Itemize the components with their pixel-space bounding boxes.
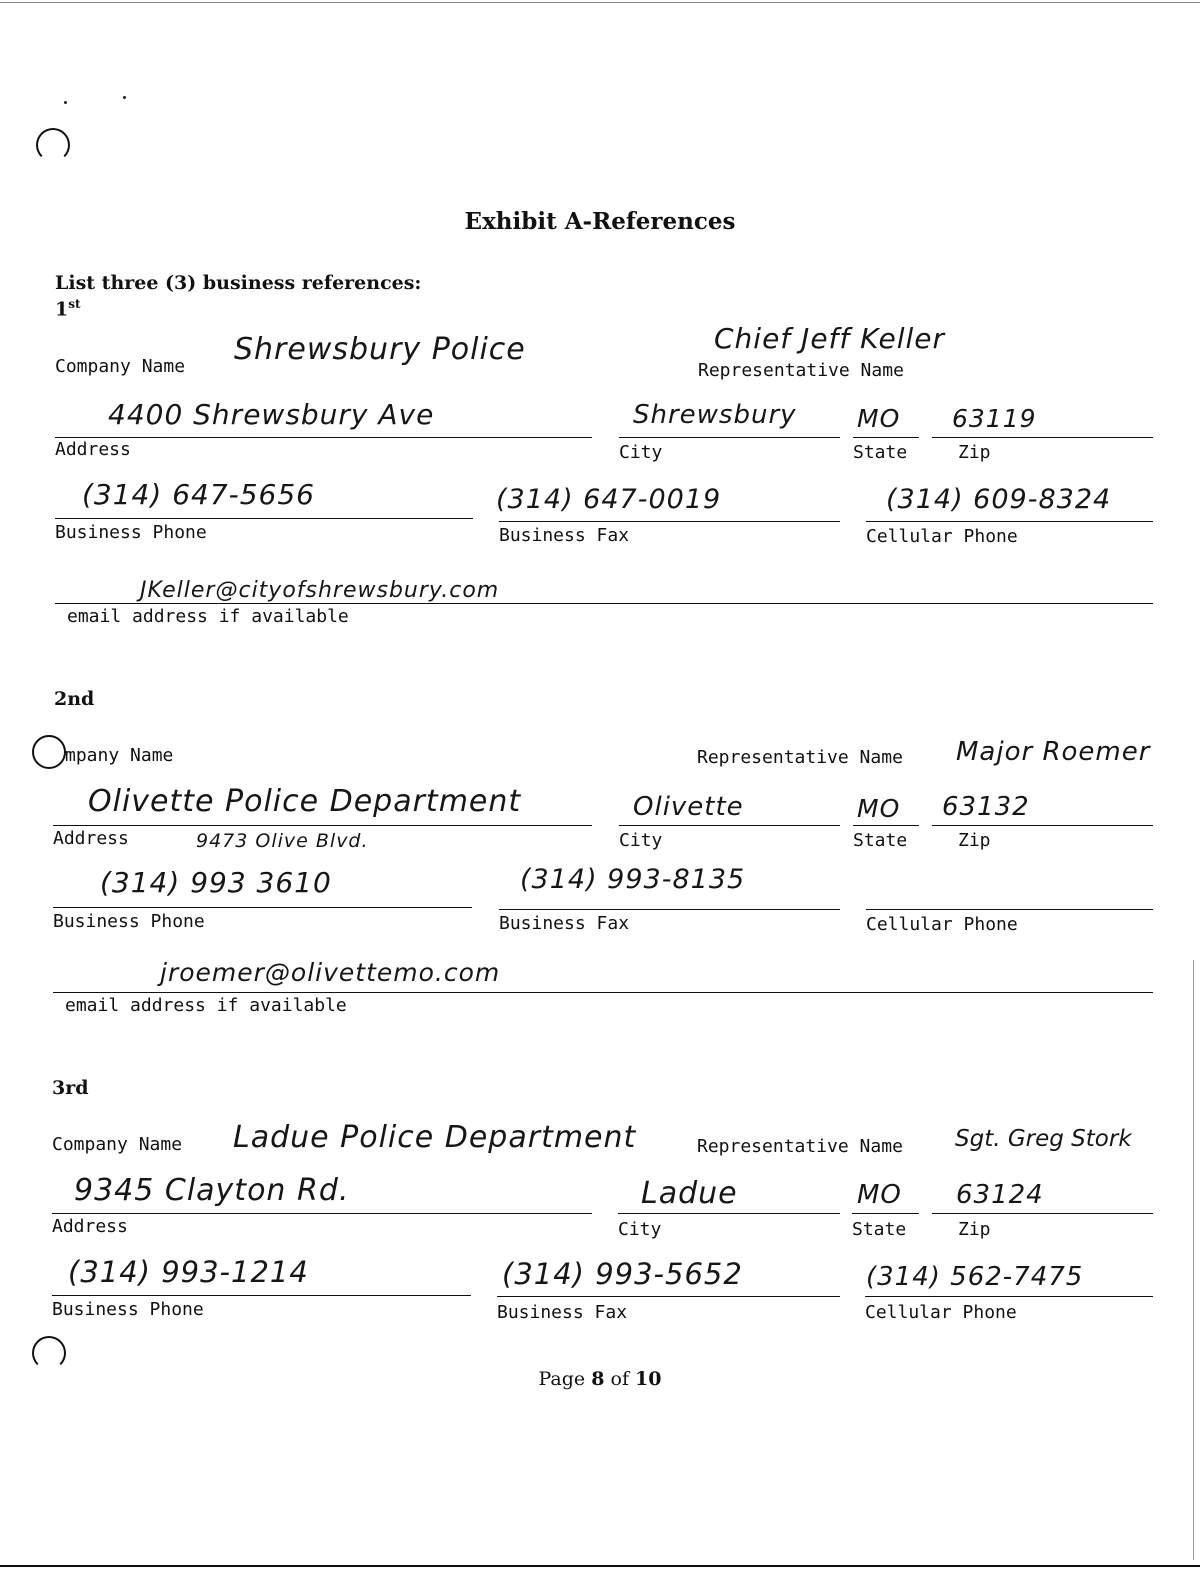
business-fax-value: (314) 647-0019 xyxy=(496,484,722,515)
page-number xyxy=(0,1368,1200,1390)
address-label: Address xyxy=(52,1216,128,1237)
state-line xyxy=(853,437,919,438)
company-name-label: Company Name xyxy=(52,1134,183,1155)
email-line xyxy=(53,992,1153,993)
address-value: 9345 Clayton Rd. xyxy=(74,1173,350,1208)
zip-line xyxy=(932,437,1153,438)
state-label: State xyxy=(853,442,908,463)
email-line xyxy=(55,603,1153,604)
business-fax-line xyxy=(499,521,840,522)
email-value: jroemer@olivettemo.com xyxy=(160,958,501,987)
state-label: State xyxy=(853,830,908,851)
right-edge-line xyxy=(1193,960,1194,1560)
city-value: Olivette xyxy=(633,792,744,822)
business-fax-label: Business Fax xyxy=(497,1302,628,1323)
email-value: JKeller@cityofshrewsbury.com xyxy=(140,578,500,603)
business-fax-value: (314) 993-5652 xyxy=(502,1257,743,1291)
page-title: Exhibit A-References xyxy=(464,208,736,235)
business-fax-value: (314) 993-8135 xyxy=(520,864,746,895)
city-label: City xyxy=(618,1219,662,1240)
representative-name-value: Chief Jeff Keller xyxy=(714,322,946,355)
zip-label: Zip xyxy=(958,1219,991,1240)
state-line xyxy=(853,825,919,826)
representative-name-value: Sgt. Greg Stork xyxy=(955,1126,1132,1152)
address-line xyxy=(53,825,592,826)
zip-line xyxy=(932,825,1153,826)
cellular-phone-line xyxy=(866,521,1153,522)
business-fax-line xyxy=(497,1296,840,1297)
business-phone-label: Business Phone xyxy=(53,911,205,932)
section-heading-suffix: st xyxy=(68,297,81,311)
section-heading-3: 3rd xyxy=(52,1077,89,1099)
address-label: Address xyxy=(55,439,131,460)
city-line xyxy=(618,1213,840,1214)
email-label: email address if available xyxy=(67,606,349,627)
cellular-phone-line xyxy=(866,909,1153,910)
page-number-total: 10 xyxy=(635,1368,662,1390)
address-line xyxy=(55,437,592,438)
zip-label: Zip xyxy=(958,442,991,463)
representative-name-label: Representative Name xyxy=(698,360,904,381)
business-phone-value: (314) 993-1214 xyxy=(68,1255,309,1289)
company-name-value: Shrewsbury Police xyxy=(234,332,526,367)
city-value: Shrewsbury xyxy=(633,400,797,430)
representative-name-value: Major Roemer xyxy=(956,737,1151,767)
state-value: MO xyxy=(857,1180,902,1210)
scan-speck xyxy=(123,96,126,99)
scan-speck xyxy=(64,101,67,104)
state-value: MO xyxy=(857,404,901,433)
state-line xyxy=(852,1213,919,1214)
company-name-label: Company Name xyxy=(55,356,186,377)
section-heading-number: 1 xyxy=(55,298,69,321)
business-phone-line xyxy=(53,907,472,908)
address-value: 4400 Shrewsbury Ave xyxy=(108,398,435,431)
section-heading-2: 2nd xyxy=(54,688,95,710)
city-label: City xyxy=(619,442,663,463)
top-edge-line xyxy=(0,2,1200,3)
representative-name-label: Representative Name xyxy=(697,747,903,768)
business-fax-line xyxy=(499,909,840,910)
address-value: 9473 Olive Blvd. xyxy=(196,830,369,852)
state-value: MO xyxy=(857,794,901,823)
zip-line xyxy=(932,1213,1153,1214)
punch-hole-top xyxy=(36,128,70,162)
intro-text: List three (3) business references: xyxy=(55,272,422,294)
business-phone-label: Business Phone xyxy=(52,1299,204,1320)
cellular-phone-value: (314) 562-7475 xyxy=(866,1262,1084,1292)
business-phone-line xyxy=(55,518,473,519)
company-name-label: mpany Name xyxy=(65,745,174,766)
address-label: Address xyxy=(53,828,129,849)
cellular-phone-value: (314) 609-8324 xyxy=(886,484,1112,515)
representative-name-label: Representative Name xyxy=(697,1136,903,1157)
page-number-separator: of xyxy=(610,1368,629,1390)
cellular-phone-label: Cellular Phone xyxy=(866,914,1018,935)
cellular-phone-label: Cellular Phone xyxy=(865,1302,1017,1323)
company-name-value: Olivette Police Department xyxy=(88,784,522,819)
zip-label: Zip xyxy=(958,830,991,851)
cellular-phone-line xyxy=(865,1296,1153,1297)
bottom-edge-line xyxy=(0,1565,1200,1567)
page-number-current: 8 xyxy=(591,1368,605,1390)
city-label: City xyxy=(619,830,663,851)
company-name-value: Ladue Police Department xyxy=(233,1120,637,1155)
zip-value: 63119 xyxy=(952,404,1037,433)
state-label: State xyxy=(852,1219,907,1240)
business-phone-value: (314) 993 3610 xyxy=(100,866,332,899)
zip-value: 63132 xyxy=(942,792,1030,822)
city-line xyxy=(619,825,840,826)
punch-hole-middle xyxy=(32,735,66,769)
punch-hole-bottom xyxy=(32,1336,66,1370)
city-line xyxy=(619,437,840,438)
business-fax-label: Business Fax xyxy=(499,913,630,934)
city-value: Ladue xyxy=(641,1176,738,1211)
business-phone-value: (314) 647-5656 xyxy=(82,478,315,511)
address-line xyxy=(52,1213,592,1214)
business-phone-label: Business Phone xyxy=(55,522,207,543)
email-label: email address if available xyxy=(65,995,347,1016)
section-heading-1 xyxy=(55,297,81,320)
cellular-phone-label: Cellular Phone xyxy=(866,526,1018,547)
business-phone-line xyxy=(52,1295,471,1296)
zip-value: 63124 xyxy=(956,1180,1044,1210)
page-number-prefix: Page xyxy=(538,1368,586,1390)
business-fax-label: Business Fax xyxy=(499,525,630,546)
